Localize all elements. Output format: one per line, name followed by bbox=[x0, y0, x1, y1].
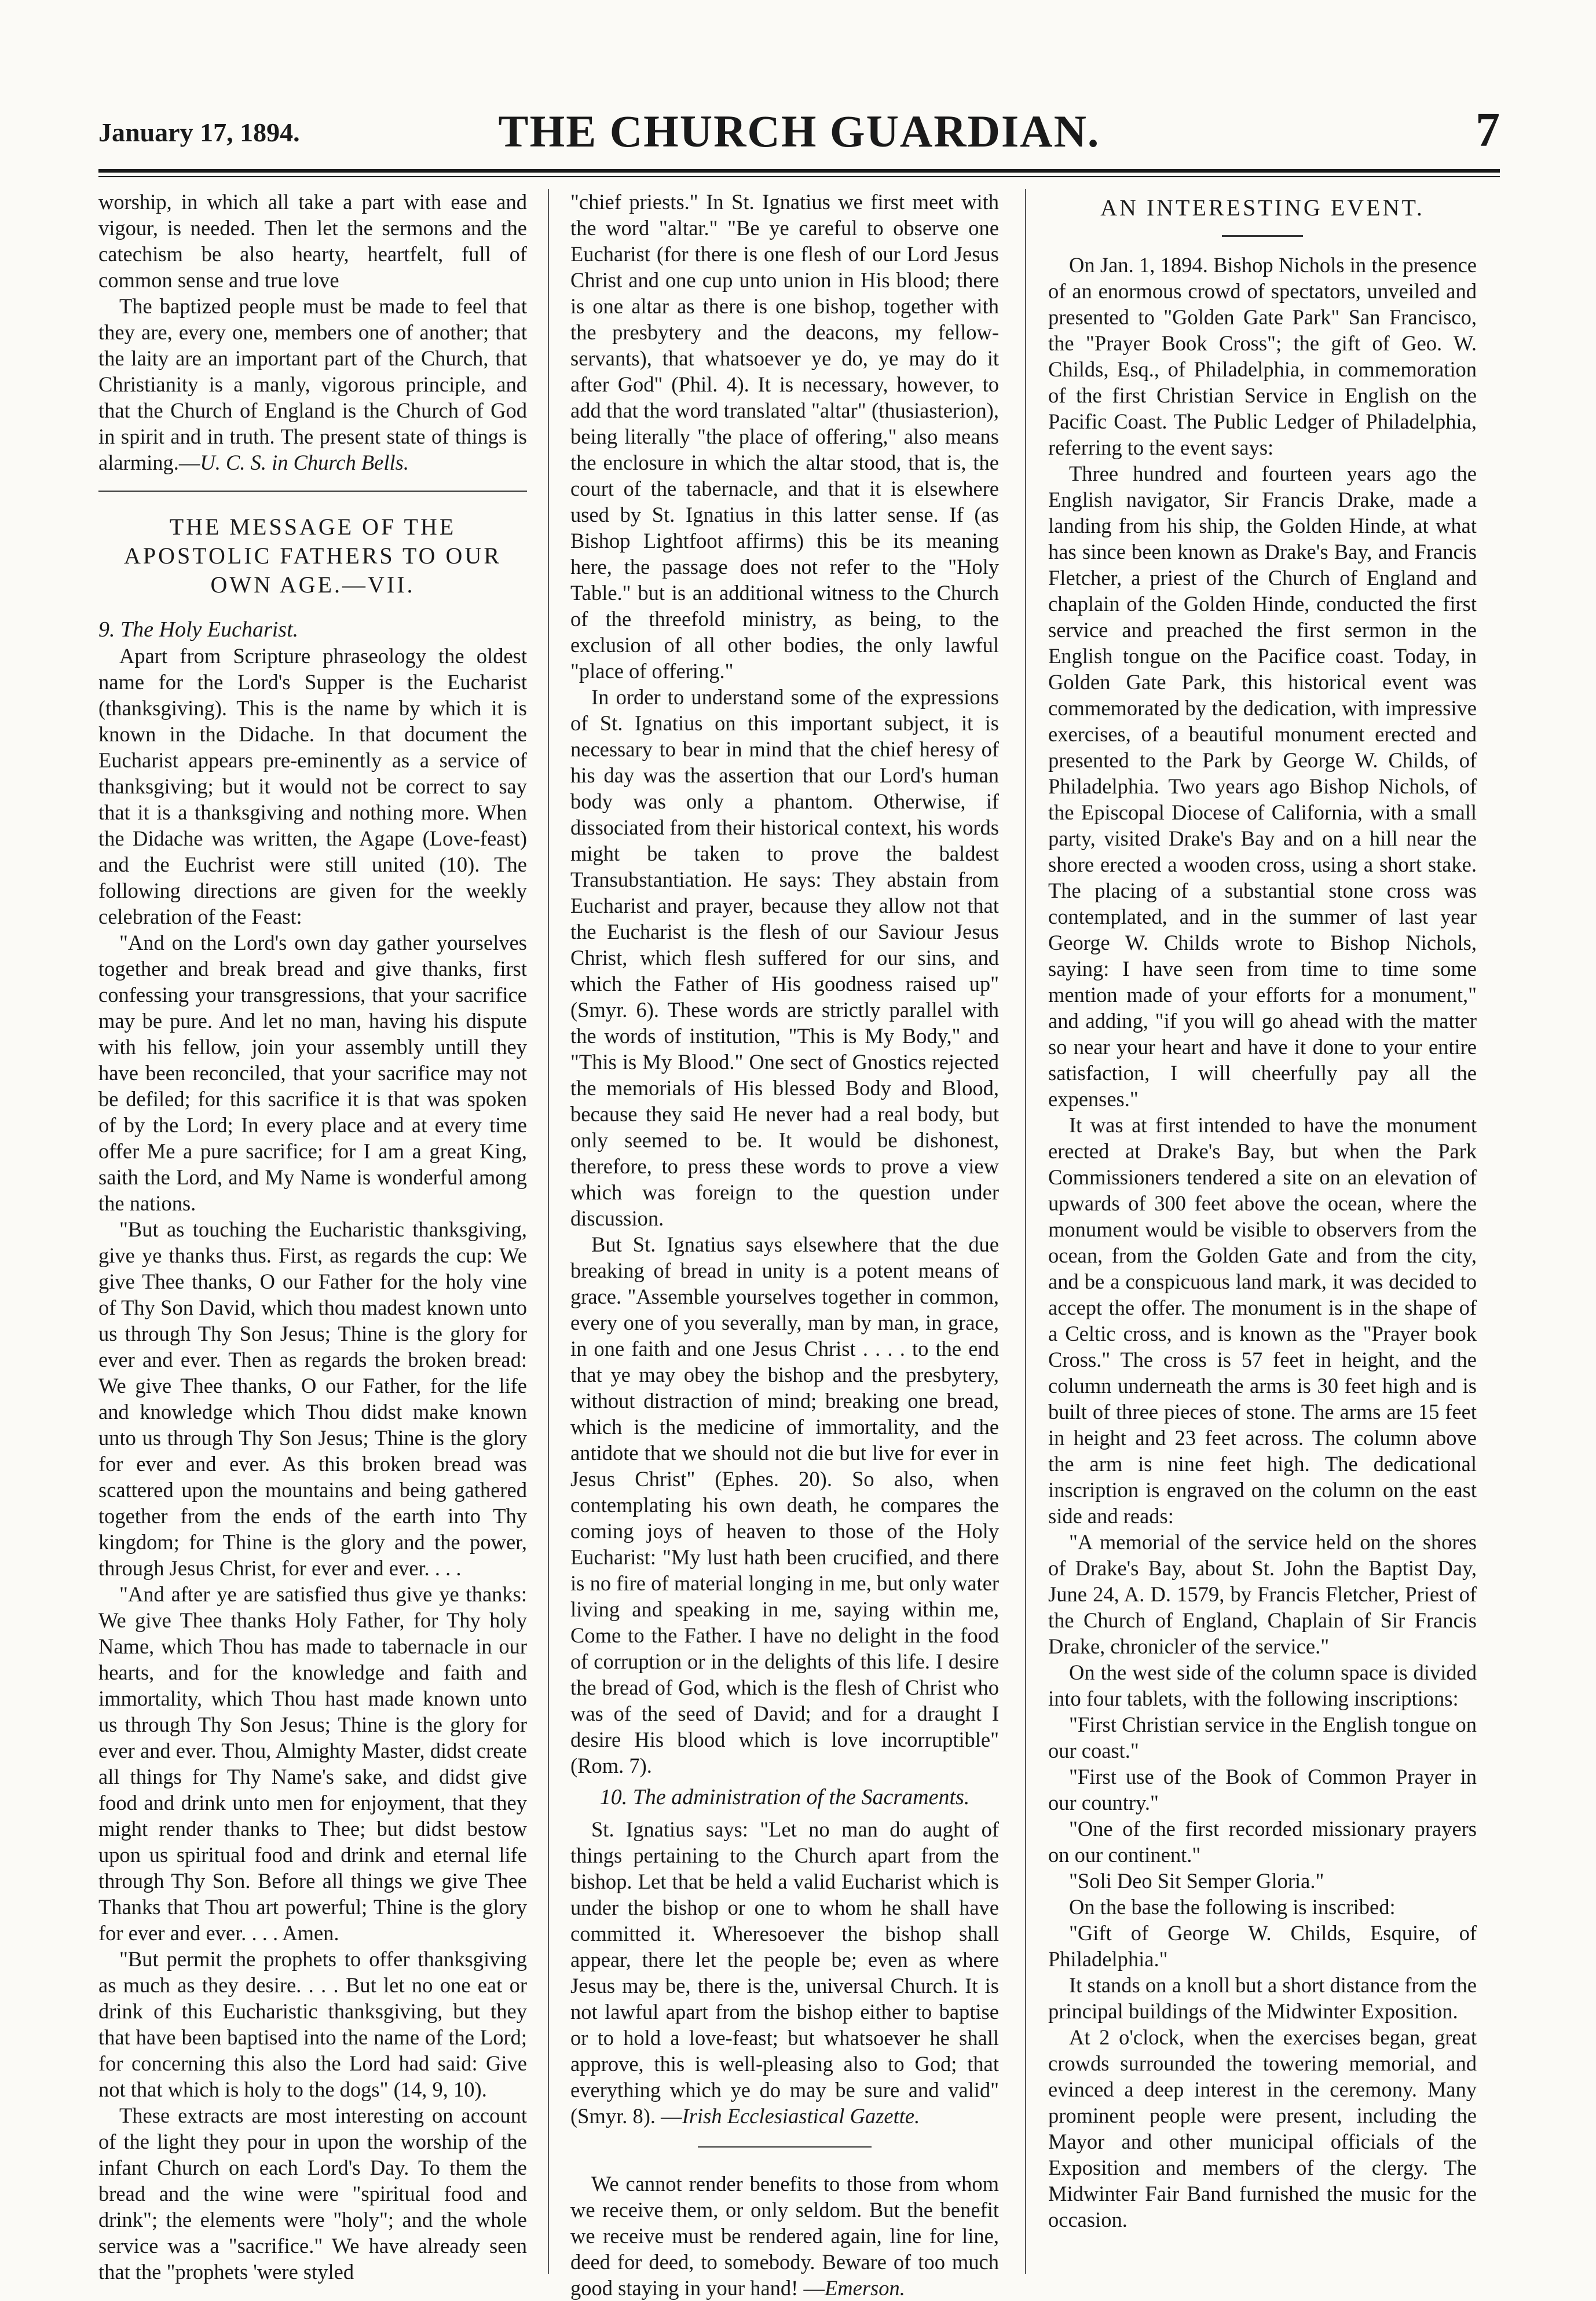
paragraph-text: The baptized people must be made to feel that they are, every one, members one of another; that the laity are an important part of the Church, that Christianity is a manly, vigorous principle, and that the Church of England is the Church of God in spirit and in truth. The present state of things is alarming.— bbox=[98, 294, 527, 474]
paragraph: "A memorial of the service held on the shores of Drake's Bay, about St. John the Baptist Day, June 24, A. D. 1579, by Francis Fletcher, Priest of the Church of England, Chaplain of Sir Francis Drake, chronicler of the service." bbox=[1048, 1530, 1477, 1658]
article-heading: AN INTERESTING EVENT. bbox=[1100, 195, 1425, 221]
paragraph: "First use of the Book of Common Prayer in our country." bbox=[1048, 1765, 1477, 1815]
paragraph: On the west side of the column space is divided into four tablets, with the following inscriptions: bbox=[1048, 1660, 1477, 1710]
paragraph: On Jan. 1, 1894. Bishop Nichols in the presence of an enormous crowd of spectators, unveiled and presented to "Golden Gate Park" San Francisco, the "Prayer Book Cross"; the gift of Geo. W. Childs, Esq., of Philadelphia, in commemoration of the first Christian Service in English on the Pacific Coast. The Public Ledger of Philadelphia, referring to the event says: bbox=[1048, 253, 1477, 459]
paragraph: "First Christian service in the English tongue on our coast." bbox=[1048, 1713, 1477, 1762]
paragraph: "But as touching the Eucharistic thanksgiving, give ye thanks thus. First, as regards the cup: We give Thee thanks, O our Father for the holy vine of Thy Son David, which thou madest known unto us through Thy Son Jesus; Thine is the glory for ever and ever. Then as regards the broken bread: We give Thee thanks, O our Father, for the life and knowledge which Thou didst make known unto us through Thy Son Jesus; Thine is the glory for ever and ever. As this broken bread was scattered upon the mountains and being gathered together from the ends of the earth into Thy kingdom; for Thine is the glory and the power, through Jesus Christ, for ever and ever. . . . bbox=[98, 1217, 527, 1580]
heading-rule bbox=[1222, 235, 1303, 237]
paragraph: "chief priests." In St. Ignatius we first meet with the word "altar." "Be ye careful to observe one Eucharist (for there is one flesh of our Lord Jesus Christ and one cup unto union in His blood; there is one altar as there is one bishop, together with the presbytery and the deacons, my fellow-servants), that whatsoever ye do, ye may do it after God" (Phil. 4). It is necessary, however, to add that the word translated "altar" (thusiasterion), being literally "the place of offering," also means the enclosure in which the altar stood, that is, the court of the tabernacle, and that it is elsewhere used by St. Ignatius in this latter sense. If (as Bishop Lightfoot affirms) this be its meaning here, the passage does not refer to the "Holy Table." but is an additional witness to the Church of the threefold ministry, as being, to the exclusion of all other bodies, the only lawful "place of offering." bbox=[570, 190, 999, 683]
section-subheading: 10. The administration of the Sacraments. bbox=[599, 1785, 970, 1809]
issue-date: January 17, 1894. bbox=[98, 118, 300, 147]
masthead-rule bbox=[98, 169, 1500, 173]
paragraph: At 2 o'clock, when the exercises began, great crowds surrounded the towering memorial, and evinced a deep interest in the ceremony. Many prominent people were present, including the Mayor and other municipal officials of the Exposition and members of the clergy. The Midwinter Fair Band furnished the music for the occasion. bbox=[1048, 2025, 1477, 2232]
column-3 bbox=[1048, 189, 1477, 2251]
paragraph: It was at first intended to have the monument erected at Drake's Bay, but when the Park Commissioners tendered a site on an elevation of upwards of 300 feet above the ocean, where the monument would be visible to observers from the ocean, from the Golden Gate and from the city, and be a conspicuous land mark, it was decided to accept the offer. The monument is in the shape of a Celtic cross, and is known as the "Prayer book Cross." The cross is 57 feet in height, and the column underneath the arms is 30 feet high and is built of three pieces of stone. The arms are 15 feet in height and 23 feet across. The column above the arm is nine feet high. The dedicational inscription is engraved on the column on the east side and reads: bbox=[1048, 1113, 1477, 1528]
column-1 bbox=[98, 189, 527, 2284]
article-separator bbox=[98, 491, 527, 492]
paragraph bbox=[98, 293, 527, 475]
paragraph bbox=[570, 2171, 999, 2301]
paragraph: In order to understand some of the expressions of St. Ignatius on this important subject, it is necessary to bear in mind that the chief heresy of his day was the assertion that our Lord's human body was only a phantom. Otherwise, if dissociated from their historical context, his words might be taken to prove the baldest Transubstantiation. He says: They abstain from Eucharist and prayer, because they allow not that the Eucharist is the flesh of our Saviour Jesus Christ, which flesh suffered for our sins, and which the Father of His goodness raised up" (Smyr. 6). These words are strictly parallel with the words of institution, "This is My Body," and "This is My Blood." One sect of Gnostics rejected the memorials of His blessed Body and Blood, because they said He never had a real body, but only seemed to be. It would be dishonest, therefore, to press these words to prove a view which was foreign to the question under discussion. bbox=[570, 685, 999, 1230]
paragraph: But St. Ignatius says elsewhere that the due breaking of bread in unity is a potent means of grace. "Assemble yourselves together in common, every one of you severally, man by man, in grace, in one faith and one Jesus Christ . . . . to the end that ye may obey the bishop and the presbytery, without distraction of mind; breaking one bread, which is the medicine of immortality, and the antidote that we should not die but live for ever in Jesus Christ" (Ephes. 20). So also, when contemplating his own death, he compares the coming joys of heaven to those of the Holy Eucharist: "My lust hath been crucified, and there is no fire of material longing in me, but only water living and speaking in me, saying within me, Come to the Father. I have no delight in the food of corruption or in the delights of this life. I desire the bread of God, which is the flesh of Christ who was of the seed of David; and for a draught I desire His blood which is love incorruptible" (Rom. 7). bbox=[570, 1232, 999, 1777]
paragraph-text: St. Ignatius says: "Let no man do aught of things pertaining to the Church apart from the bishop. Let that be held a valid Eucharist which is under the bishop or one to whom he shall have committed it. Wheresoever the bishop shall appear, there let the people be; even as where Jesus may be, there is the, universal Church. It is not lawful apart from the bishop either to baptise or to hold a love-feast; but whatsoever he shall approve, this is well-pleasing also to God; that everything which ye do may be sure and valid" (Smyr. 8). — bbox=[570, 1817, 999, 2128]
attribution: Irish Ecclesiastical Gazette. bbox=[682, 2104, 920, 2128]
paragraph: Apart from Scripture phraseology the oldest name for the Lord's Supper is the Eucharist (thanksgiving). This is the name by which it is known in the Didache. In that document the Eucharist appears pre-eminently as a service of thanksgiving; but it would not be correct to say that it is a thanksgiving and nothing more. When the Didache was written, the Agape (Love-feast) and the Euchrist were still united (10). The following directions are given for the weekly celebration of the Feast: bbox=[98, 644, 527, 928]
paragraph: These extracts are most interesting on account of the light they pour in upon the worship of the infant Church on each Lord's Day. To them the bread and the wine were "spiritual food and drink"; the elements were "holy"; and the whole service was a "sacrifice." We have already seen that the "prophets 'were styled bbox=[98, 2104, 527, 2284]
article-heading: THE MESSAGE OF THE APOSTOLIC FATHERS TO OUR OWN AGE.—VII. bbox=[123, 514, 502, 598]
paragraph: On the base the following is inscribed: bbox=[1069, 1895, 1396, 1919]
masthead-rule-thin bbox=[98, 176, 1500, 177]
paragraph: "Soli Deo Sit Semper Gloria." bbox=[1069, 1869, 1324, 1893]
attribution: Emerson. bbox=[824, 2276, 905, 2300]
newspaper-title: THE CHURCH GUARDIAN. bbox=[498, 106, 1100, 156]
paragraph: "And on the Lord's own day gather yourselves together and break bread and give thanks, first confessing your transgressions, that your sacrifice may be pure. And let no man, having his dispute with his fellow, join your assembly untill they have been reconciled, that your sacrifice may not be defiled; for this sacrifice it is that was spoken of by the Lord; In every place and at every time offer Me a pure sacrifice; for I am a great King, saith the Lord, and My Name is wonderful among the nations. bbox=[98, 931, 527, 1215]
article-separator bbox=[698, 2146, 872, 2148]
masthead bbox=[98, 98, 1500, 162]
paragraph bbox=[570, 1816, 999, 2129]
paragraph: "Gift of George W. Childs, Esquire, of Philadelphia." bbox=[1048, 1921, 1477, 1971]
column-divider bbox=[548, 189, 549, 2274]
paragraph: It stands on a knoll but a short distance from the principal buildings of the Midwinter Exposition. bbox=[1048, 1973, 1477, 2023]
section-subheading: 9. The Holy Eucharist. bbox=[98, 617, 299, 642]
attribution: U. C. S. in Church Bells. bbox=[200, 451, 409, 474]
page-number: 7 bbox=[1476, 103, 1500, 157]
paragraph: worship, in which all take a part with ease and vigour, is needed. Then let the sermons and the catechism be also hearty, heartfelt, full of common sense and true love bbox=[98, 190, 527, 292]
paragraph-text: We cannot render benefits to those from whom we receive them, or only seldom. But the benefit we receive must be rendered again, line for line, deed for deed, to somebody. Beware of too much good staying in your hand! — bbox=[570, 2172, 999, 2300]
paragraph: Three hundred and fourteen years ago the English navigator, Sir Francis Drake, made a landing from his ship, the Golden Hinde, at what has since been known as Drake's Bay, and Francis Fletcher, a priest of the Church of England and chaplain of the Golden Hinde, conducted the first service and preached the first sermon in the English tongue on the Pacifice coast. Today, in Golden Gate Park, this historical event was commemorated by the dedication, with impressive exercises, of a beautiful monument erected and presented to the Park by George W. Childs, of Philadelphia. Two years ago Bishop Nichols, of the Episcopal Diocese of California, with a small party, visited Drake's Bay and on a hill near the shore erected a wooden cross, using a short stake. The placing of a substantial stone cross was contemplated, and in the summer of last year George W. Childs wrote to Bishop Nichols, saying: I have seen from time to time some mention made of your efforts for a monument," and adding, "if you will go ahead with the matter so near your heart and have it done to your entire satisfaction, I will cheerfully pay all the expenses." bbox=[1048, 462, 1477, 1111]
paragraph: "And after ye are satisfied thus give ye thanks: We give Thee thanks Holy Father, for Thy holy Name, which Thou has made to tabernacle in our hearts, and for the knowledge and faith and immortality, which Thou hast made known unto us through Thy Son Jesus; Thine is the glory for ever and ever. Thou, Almighty Master, didst create all things for Thy Name's sake, and didst give food and drink unto men for enjoyment, that they might render thanks to Thee; but didst bestow upon us spiritual food and drink and eternal life through Thy Son. Before all things we give Thee Thanks that Thou art powerful; Thine is the glory for ever and ever. . . . Amen. bbox=[98, 1582, 527, 1945]
paragraph: "But permit the prophets to offer thanksgiving as much as they desire. . . . But let no one eat or drink of this Eucharistic thanksgiving, but they that have been baptised into the name of the Lord; for concerning this also the Lord had said: Give not that which is holy to the dogs" (14, 9, 10). bbox=[98, 1947, 527, 2101]
column-divider bbox=[1025, 189, 1026, 2274]
paragraph: "One of the first recorded missionary prayers on our continent." bbox=[1048, 1817, 1477, 1867]
column-2 bbox=[570, 189, 999, 2300]
